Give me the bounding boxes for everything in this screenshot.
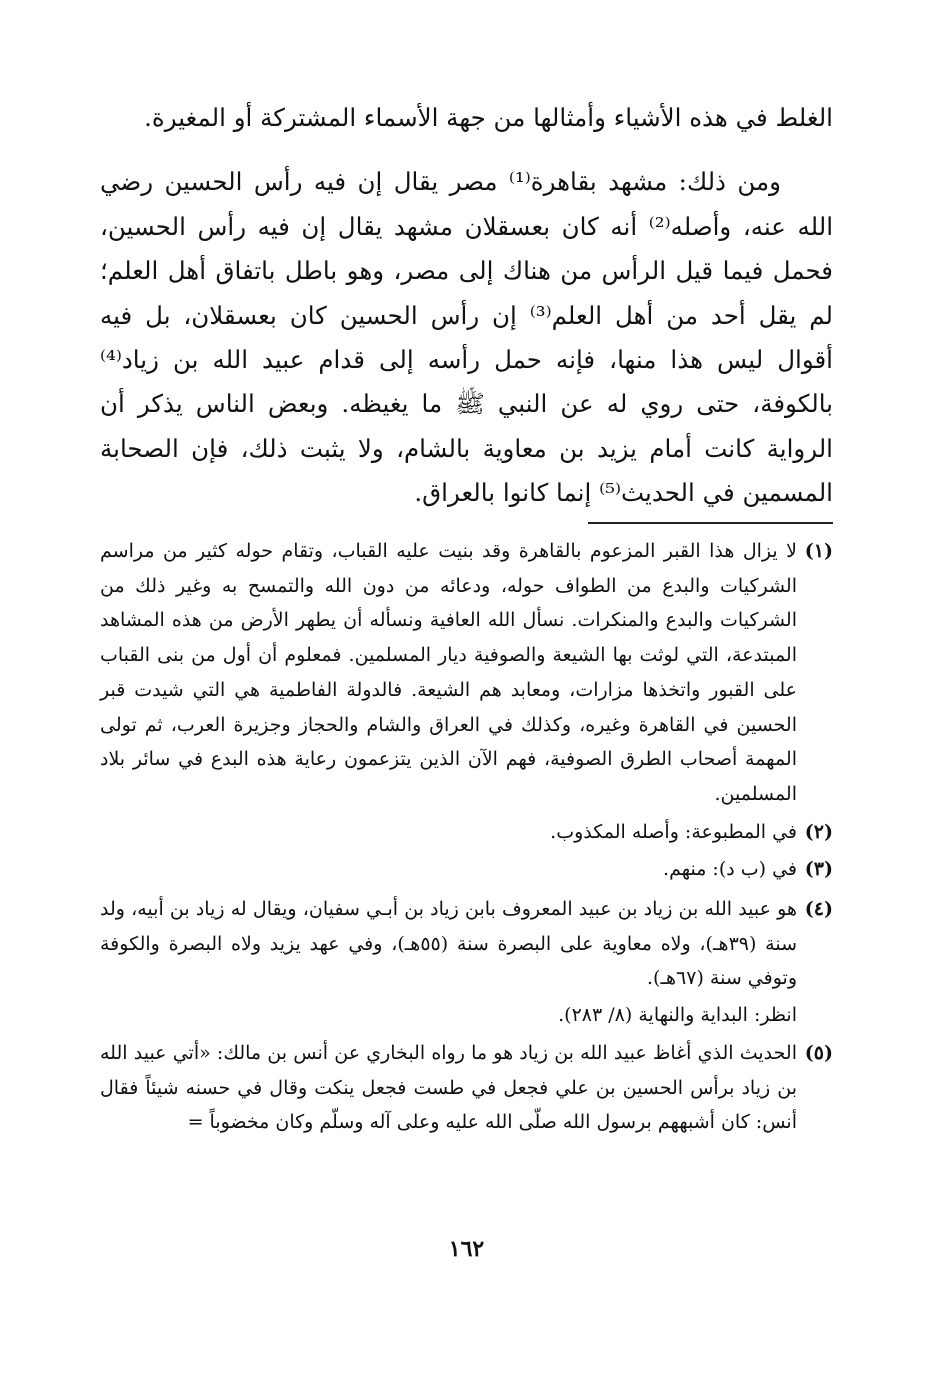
main-paragraph-2: ومن ذلك: مشهد بقاهرة⁽¹⁾ مصر يقال إن فيه رأس الحسين رضي الله عنه، وأصله⁽²⁾ أنه كان بعسقلان مشهد يقال إن فيه رأس الحسين، فحمل فيما قيل الرأس من هناك إلى مصر، وهو باطل باتفاق أهل العلم؛ لم يقل أحد من أهل العلم⁽³⁾ إن رأس الحسين كان بعسقلان، بل فيه أقوال ليس هذا منها، فإنه حمل رأسه إلى قدام عبيد الله بن زياد⁽⁴⁾ بالكوفة، حتى روي له عن النبي ﷺ ما يغيظه. وبعض الناس يذكر أن الرواية كانت أمام يزيد بن معاوية بالشام، ولا يثبت ذلك، فإن الصحابة المسمين في الحديث⁽⁵⁾ إنما كانوا بالعراق.	[100, 167, 834, 508]
footnote-1	[100, 534, 833, 812]
footnote-4	[100, 892, 833, 1033]
footnote-2	[100, 815, 833, 850]
footnote-number: (١)	[804, 540, 833, 562]
footnote-reference: انظر: البداية والنهاية (٨/ ٢٨٣).	[558, 1004, 797, 1027]
footnote-number: (٣)	[804, 858, 833, 881]
footnotes	[100, 534, 833, 1140]
footnote-number: (٢)	[804, 820, 833, 843]
footnote-number: (٤)	[804, 898, 833, 921]
footnote-3	[100, 852, 833, 887]
main-paragraph-1: الغلط في هذه الأشياء وأمثالها من جهة الأسماء المشتركة أو المغيرة.	[144, 103, 833, 132]
book-page	[100, 96, 833, 1379]
footnote-separator	[588, 522, 833, 524]
footnote-text: لا يزال هذا القبر المزعوم بالقاهرة وقد بنيت عليه القباب، وتقام حوله كثير من مراسم الشركيات والبدع من الطواف حوله، ودعائه من دون الله والتمسح به وغير ذلك من الشركيات والبدع والمنكرات. نسأل الله العافية ونسأله أن يطهر الأرض من هذه المشاهد المبتدعة، التي لوثت بها الشيعة والصوفية ديار المسلمين. فمعلوم أن أول من بنى القباب على القبور واتخذها مزارات، ومعابد هم الشيعة. فالدولة الفاطمية هي التي شيدت قبر الحسين في القاهرة وغيره، وكذلك في العراق والشام والحجاز وجزيرة العرب، ثم تولى المهمة أصحاب الطرق الصوفية، فهم الآن الذين يتزعمون رعاية هذه البدع في سائر بلاد المسلمين.	[100, 540, 797, 805]
page-number: ١٦٢	[448, 1236, 485, 1262]
footnote-text: في المطبوعة: وأصله المكذوب.	[550, 820, 797, 843]
main-text	[100, 96, 833, 516]
footnote-text: في (ب د): منهم.	[663, 858, 797, 881]
footnote-text: هو عبيد الله بن زياد بن عبيد المعروف بابن زياد بن أبـي سفيان، ويقال له زياد بن أبيه، ولد سنة (٣٩هـ)، ولاه معاوية على البصرة سنة (٥٥هـ)، وفي عهد يزيد ولاه البصرة والكوفة وتوفي سنة (٦٧هـ).	[100, 898, 797, 990]
footnote-body	[100, 892, 797, 1033]
footnote-number: (٥)	[804, 1041, 833, 1064]
footnote-text: الحديث الذي أغاظ عبيد الله بن زياد هو ما رواه البخاري عن أنس بن مالك: «أتي عبيد الله بن زياد برأس الحسين بن علي فجعل في طست فجعل ينكت وقال في حسنه شيئاً فقال أنس: كان أشبههم برسول الله صلّى الله عليه وعلى آله وسلّم وكان مخضوباً =	[100, 1041, 797, 1134]
footnote-5	[100, 1036, 833, 1140]
